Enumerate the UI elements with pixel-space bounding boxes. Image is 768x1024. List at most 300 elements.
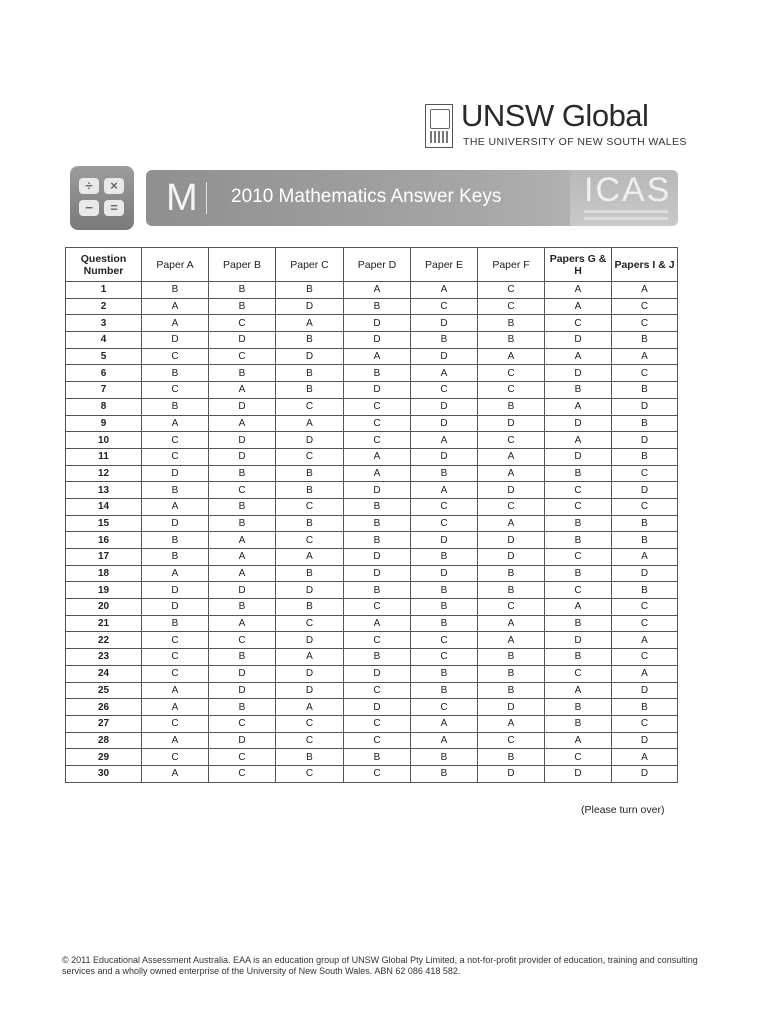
answer-cell: D [209,398,276,415]
table-row [66,565,678,582]
answer-cell: C [344,432,411,449]
page-title: 2010 Mathematics Answer Keys [231,186,502,207]
answer-cell: C [276,732,344,749]
table-row [66,765,678,782]
answer-cell: A [411,432,478,449]
answer-cell: A [612,549,678,566]
answer-cell: C [209,348,276,365]
answer-cell: C [276,532,344,549]
answer-cell: A [411,482,478,499]
answer-cell: B [344,515,411,532]
table-row [66,599,678,616]
answer-cell: C [478,498,545,515]
answer-cell: D [545,365,612,382]
subject-letter: M [166,177,198,219]
answer-cell: A [209,382,276,399]
answer-cell: A [411,715,478,732]
answer-cell: C [142,715,209,732]
answer-cell: D [411,532,478,549]
answer-cell: C [142,382,209,399]
answer-cell: B [344,649,411,666]
answer-cell: D [612,482,678,499]
answer-cell: B [276,515,344,532]
answer-cell: C [142,649,209,666]
question-number-cell: 4 [66,332,142,349]
answer-cell: B [545,615,612,632]
answer-cell: A [344,615,411,632]
table-row [66,465,678,482]
answer-cell: C [344,599,411,616]
answer-cell: B [209,649,276,666]
answer-cell: A [545,432,612,449]
answer-cell: C [209,715,276,732]
table-row [66,699,678,716]
column-header: Paper E [411,248,478,282]
answer-cell: D [276,348,344,365]
answer-cell: B [209,465,276,482]
answer-cell: D [209,665,276,682]
answer-cell: C [209,765,276,782]
answer-cell: A [344,348,411,365]
column-header: Paper B [209,248,276,282]
question-number-cell: 20 [66,599,142,616]
icas-tagline-line [584,217,668,220]
table-row [66,615,678,632]
answer-cell: A [612,632,678,649]
answer-cell: D [612,732,678,749]
answer-cell: B [276,599,344,616]
answer-cell: C [545,482,612,499]
answer-cell: B [478,582,545,599]
answer-cell: A [142,732,209,749]
answer-cell: B [612,582,678,599]
answer-cell: D [344,315,411,332]
answer-cell: D [209,582,276,599]
answer-cell: A [276,415,344,432]
answer-cell: C [142,665,209,682]
answer-cell: B [276,365,344,382]
answer-cell: B [411,682,478,699]
table-header-row [66,248,678,282]
question-number-cell: 5 [66,348,142,365]
answer-cell: B [142,615,209,632]
answer-cell: D [411,415,478,432]
answer-cell: D [276,582,344,599]
table-row [66,432,678,449]
question-number-cell: 15 [66,515,142,532]
answer-cell: A [209,615,276,632]
answer-cell: B [276,465,344,482]
answer-cell: C [411,515,478,532]
answer-cell: C [209,749,276,766]
answer-cell: C [411,298,478,315]
question-number-cell: 8 [66,398,142,415]
answer-cell: D [478,549,545,566]
answer-cell: B [612,448,678,465]
answer-cell: A [411,732,478,749]
answer-cell: B [411,332,478,349]
answer-key-table [65,247,678,783]
answer-cell: B [344,498,411,515]
answer-cell: B [276,749,344,766]
answer-cell: B [344,365,411,382]
answer-cell: B [142,365,209,382]
answer-cell: D [545,448,612,465]
answer-cell: B [545,699,612,716]
answer-cell: B [209,599,276,616]
answer-cell: B [545,382,612,399]
answer-cell: A [478,465,545,482]
answer-cell: C [276,448,344,465]
answer-cell: B [344,532,411,549]
answer-cell: A [209,549,276,566]
answer-cell: D [209,332,276,349]
answer-cell: C [478,432,545,449]
question-number-cell: 24 [66,665,142,682]
answer-cell: A [545,398,612,415]
answer-cell: D [276,682,344,699]
answer-cell: A [545,348,612,365]
answer-cell: B [344,749,411,766]
answer-cell: D [276,665,344,682]
answer-cell: C [478,382,545,399]
answer-cell: D [276,432,344,449]
answer-cell: C [276,765,344,782]
answer-cell: B [478,749,545,766]
table-row [66,382,678,399]
answer-cell: C [411,382,478,399]
table-row [66,665,678,682]
answer-cell: B [276,482,344,499]
answer-cell: D [344,699,411,716]
answer-cell: C [344,398,411,415]
title-bar [146,170,678,226]
table-row [66,732,678,749]
column-header: Paper C [276,248,344,282]
answer-cell: A [276,315,344,332]
answer-cell: D [545,632,612,649]
answer-cell: A [545,732,612,749]
answer-cell: B [545,715,612,732]
table-row [66,515,678,532]
minus-key-icon: − [79,200,99,216]
answer-cell: C [612,649,678,666]
question-number-cell: 19 [66,582,142,599]
brand-subtitle: THE UNIVERSITY OF NEW SOUTH WALES [463,136,687,148]
answer-cell: A [142,298,209,315]
question-number-cell: 17 [66,549,142,566]
answer-cell: C [612,498,678,515]
answer-cell: B [344,298,411,315]
answer-cell: D [142,515,209,532]
answer-cell: D [411,448,478,465]
answer-cell: A [276,549,344,566]
answer-cell: A [612,348,678,365]
answer-cell: C [411,699,478,716]
answer-cell: B [276,382,344,399]
answer-cell: B [612,332,678,349]
answer-cell: C [411,649,478,666]
answer-cell: B [276,332,344,349]
answer-cell: B [209,282,276,299]
answer-cell: B [209,515,276,532]
answer-cell: B [612,532,678,549]
answer-cell: D [344,565,411,582]
answer-cell: C [276,715,344,732]
answer-cell: D [344,482,411,499]
answer-cell: D [276,298,344,315]
answer-cell: D [344,332,411,349]
answer-cell: D [478,765,545,782]
answer-cell: C [478,365,545,382]
answer-cell: A [209,532,276,549]
column-header: Papers I & J [612,248,678,282]
answer-cell: B [545,465,612,482]
answer-cell: D [478,415,545,432]
answer-cell: B [612,415,678,432]
table-row [66,582,678,599]
answer-cell: C [276,615,344,632]
answer-cell: D [344,665,411,682]
question-number-cell: 10 [66,432,142,449]
answer-cell: D [612,682,678,699]
table-row [66,498,678,515]
table-row [66,448,678,465]
answer-cell: D [478,482,545,499]
unsw-global-logo [425,98,695,154]
answer-cell: B [411,582,478,599]
answer-cell: B [209,298,276,315]
answer-cell: A [478,348,545,365]
table-row [66,398,678,415]
answer-cell: D [344,549,411,566]
answer-cell: C [545,549,612,566]
answer-cell: C [545,315,612,332]
answer-cell: A [344,282,411,299]
answer-cell: A [142,315,209,332]
answer-cell: C [612,298,678,315]
answer-cell: B [142,282,209,299]
divide-key-icon: ÷ [79,178,99,194]
answer-cell: B [478,398,545,415]
table-row [66,482,678,499]
answer-cell: B [209,365,276,382]
answer-cell: B [411,615,478,632]
answer-cell: C [344,415,411,432]
answer-cell: C [612,315,678,332]
table-row [66,649,678,666]
answer-cell: C [545,749,612,766]
question-number-cell: 27 [66,715,142,732]
answer-cell: B [276,282,344,299]
answer-cell: D [142,332,209,349]
table-row [66,715,678,732]
answer-cell: C [344,632,411,649]
answer-cell: B [478,682,545,699]
answer-cell: A [142,415,209,432]
answer-cell: A [478,615,545,632]
answer-cell: A [478,715,545,732]
answer-cell: C [276,498,344,515]
answer-cell: B [478,649,545,666]
answer-cell: C [142,448,209,465]
answer-cell: D [612,765,678,782]
answer-cell: C [142,432,209,449]
answer-cell: A [142,498,209,515]
answer-cell: A [545,298,612,315]
answer-cell: D [209,682,276,699]
answer-cell: C [612,365,678,382]
answer-cell: D [142,599,209,616]
table-row [66,749,678,766]
answer-cell: B [142,549,209,566]
question-number-cell: 12 [66,465,142,482]
question-number-cell: 9 [66,415,142,432]
answer-cell: D [411,315,478,332]
answer-cell: A [612,749,678,766]
answer-cell: A [545,282,612,299]
answer-cell: B [545,532,612,549]
answer-cell: A [209,415,276,432]
answer-cell: B [545,649,612,666]
answer-cell: D [612,398,678,415]
answer-cell: C [612,599,678,616]
answer-cell: C [142,348,209,365]
answer-cell: A [612,665,678,682]
copyright-footer: © 2011 Educational Assessment Australia. EAA is an education group of UNSW Global Pty Limited, a not-for-profit provider of education, training and consulting services and a wholly owned enterprise of the University of New South Wales. ABN 62 086 418 582. [62,955,698,976]
answer-cell: A [344,465,411,482]
column-header: Paper D [344,248,411,282]
answer-cell: B [411,465,478,482]
multiply-key-icon: × [104,178,124,194]
answer-cell: B [478,665,545,682]
answer-cell: B [411,665,478,682]
answer-cell: A [142,765,209,782]
answer-cell: B [411,549,478,566]
answer-cell: D [612,432,678,449]
answer-cell: C [545,498,612,515]
answer-cell: B [478,565,545,582]
brand-name: UNSW Global [461,98,649,133]
answer-cell: A [478,448,545,465]
question-number-cell: 21 [66,615,142,632]
answer-cell: C [209,315,276,332]
table-row [66,315,678,332]
question-number-cell: 7 [66,382,142,399]
answer-cell: B [276,565,344,582]
answer-cell: A [276,699,344,716]
answer-cell: C [209,632,276,649]
answer-cell: C [545,582,612,599]
answer-cell: A [142,699,209,716]
answer-cell: D [478,699,545,716]
answer-cell: C [612,465,678,482]
answer-cell: C [209,482,276,499]
answer-cell: D [545,332,612,349]
answer-cell: C [478,599,545,616]
answer-cell: B [545,515,612,532]
answer-cell: C [411,632,478,649]
answer-cell: D [276,632,344,649]
answer-cell: C [545,665,612,682]
question-number-cell: 13 [66,482,142,499]
answer-cell: A [276,649,344,666]
table-row [66,365,678,382]
university-crest-icon [425,104,453,148]
answer-cell: C [142,632,209,649]
turn-over-note: (Please turn over) [581,804,665,816]
answer-cell: D [411,565,478,582]
answer-cell: D [411,348,478,365]
answer-cell: A [545,682,612,699]
table-row [66,549,678,566]
title-divider [206,182,207,214]
icas-wordmark: ICAS [584,171,672,209]
question-number-cell: 30 [66,765,142,782]
column-header: Papers G & H [545,248,612,282]
table-row [66,415,678,432]
table-row [66,632,678,649]
question-number-cell: 16 [66,532,142,549]
answer-cell: B [545,565,612,582]
answer-cell: A [478,515,545,532]
question-number-cell: 3 [66,315,142,332]
question-number-cell: 23 [66,649,142,666]
answer-cell: B [612,382,678,399]
question-number-cell: 6 [66,365,142,382]
column-header: Paper A [142,248,209,282]
question-number-cell: 1 [66,282,142,299]
answer-cell: D [545,415,612,432]
answer-cell: A [545,599,612,616]
answer-cell: A [142,682,209,699]
answer-cell: D [142,582,209,599]
answer-cell: B [411,765,478,782]
answer-cell: B [411,599,478,616]
answer-cell: B [209,498,276,515]
answer-cell: B [142,398,209,415]
question-number-cell: 18 [66,565,142,582]
answer-cell: C [344,765,411,782]
title-banner [70,166,678,230]
question-number-cell: 29 [66,749,142,766]
answer-cell: B [478,332,545,349]
answer-cell: D [142,465,209,482]
column-header: Paper F [478,248,545,282]
answer-cell: A [411,282,478,299]
answer-cell: C [344,715,411,732]
answer-cell: B [344,582,411,599]
answer-cell: A [344,448,411,465]
question-number-cell: 25 [66,682,142,699]
answer-cell: B [209,699,276,716]
table-row [66,298,678,315]
answer-cell: C [478,732,545,749]
question-number-cell: 28 [66,732,142,749]
answer-cell: D [209,448,276,465]
question-number-cell: 26 [66,699,142,716]
question-number-cell: 22 [66,632,142,649]
answer-cell: D [612,565,678,582]
answer-cell: C [344,682,411,699]
answer-cell: C [411,498,478,515]
answer-cell: A [142,565,209,582]
answer-cell: A [411,365,478,382]
answer-cell: C [276,398,344,415]
answer-cell: A [612,282,678,299]
column-header: Question Number [66,248,142,282]
answer-cell: B [411,749,478,766]
